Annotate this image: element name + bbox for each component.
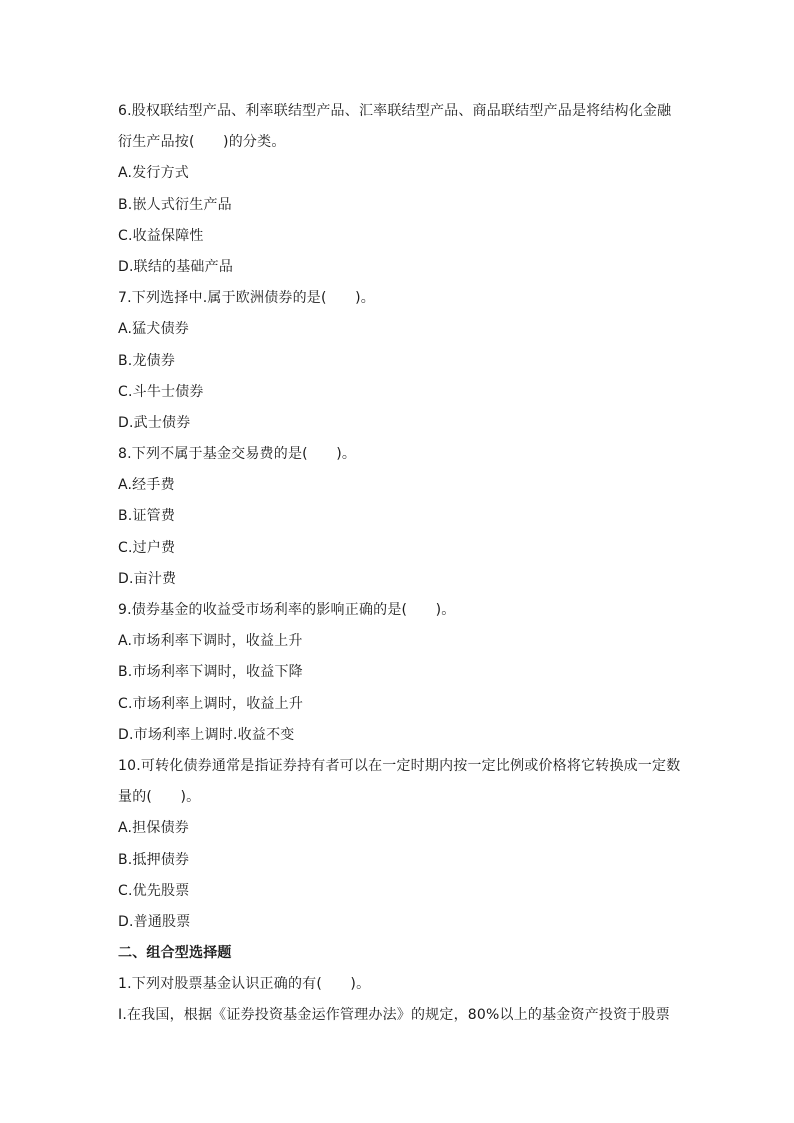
question-9 bbox=[118, 595, 678, 751]
option-c: C.过户费 bbox=[118, 539, 176, 556]
question-6 bbox=[118, 96, 678, 283]
option-b: B.证管费 bbox=[118, 508, 176, 525]
question-stem-line: 9.债券基金的收益受市场利率的影响正确的是( )。 bbox=[118, 602, 456, 618]
option-d: D.亩汁费 bbox=[118, 570, 177, 587]
combo-question-1 bbox=[118, 969, 678, 1031]
option-b: B.抵押债券 bbox=[118, 851, 190, 868]
question-stem-line: 量的( )。 bbox=[118, 789, 201, 806]
option-a: A.发行方式 bbox=[118, 165, 189, 182]
combo-item-1: Ⅰ.在我国，根据《证券投资基金运作管理办法》的规定，80%以上的基金资产投资于股票 bbox=[118, 1007, 670, 1024]
question-10 bbox=[118, 751, 681, 938]
question-stem-line: 8.下列不属于基金交易费的是( )。 bbox=[118, 446, 357, 463]
option-d: D.市场利率上调时.收益不变 bbox=[118, 726, 295, 743]
question-stem-line: 6.股权联结型产品、利率联结型产品、汇率联结型产品、商品联结型产品是将结构化金融 bbox=[118, 103, 672, 119]
option-b: B.市场利率下调时，收益下降 bbox=[118, 664, 303, 681]
option-b: B.龙债券 bbox=[118, 352, 176, 369]
option-c: C.收益保障性 bbox=[118, 227, 204, 244]
option-a: A.经手费 bbox=[118, 477, 175, 494]
option-a: A.市场利率下调时，收益上升 bbox=[118, 633, 303, 650]
question-stem-line: 1.下列对股票基金认识正确的有( )。 bbox=[118, 976, 371, 993]
option-c: C.优先股票 bbox=[118, 882, 190, 899]
question-stem-line: 衍生产品按( )的分类。 bbox=[118, 134, 286, 151]
option-a: A.担保债券 bbox=[118, 820, 189, 837]
question-stem-line: 10.可转化债券通常是指证券持有者可以在一定时期内按一定比例或价格将它转换成一定数 bbox=[118, 757, 681, 774]
option-c: C.斗牛士债券 bbox=[118, 383, 204, 400]
option-d: D.普通股票 bbox=[118, 913, 191, 930]
option-a: A.猛犬债券 bbox=[118, 321, 189, 338]
question-8 bbox=[118, 439, 678, 595]
question-7 bbox=[118, 283, 678, 439]
option-b: B.嵌人式衍生产品 bbox=[118, 196, 232, 213]
section-heading: 二、组合型选择题 bbox=[118, 945, 232, 962]
document-body bbox=[118, 96, 681, 1032]
option-c: C.市场利率上调时，收益上升 bbox=[118, 695, 304, 712]
option-d: D.联结的基础产品 bbox=[118, 258, 234, 275]
question-stem-line: 7.下列选择中.属于欧洲债券的是( )。 bbox=[118, 290, 375, 307]
option-d: D.武士债券 bbox=[118, 414, 191, 431]
